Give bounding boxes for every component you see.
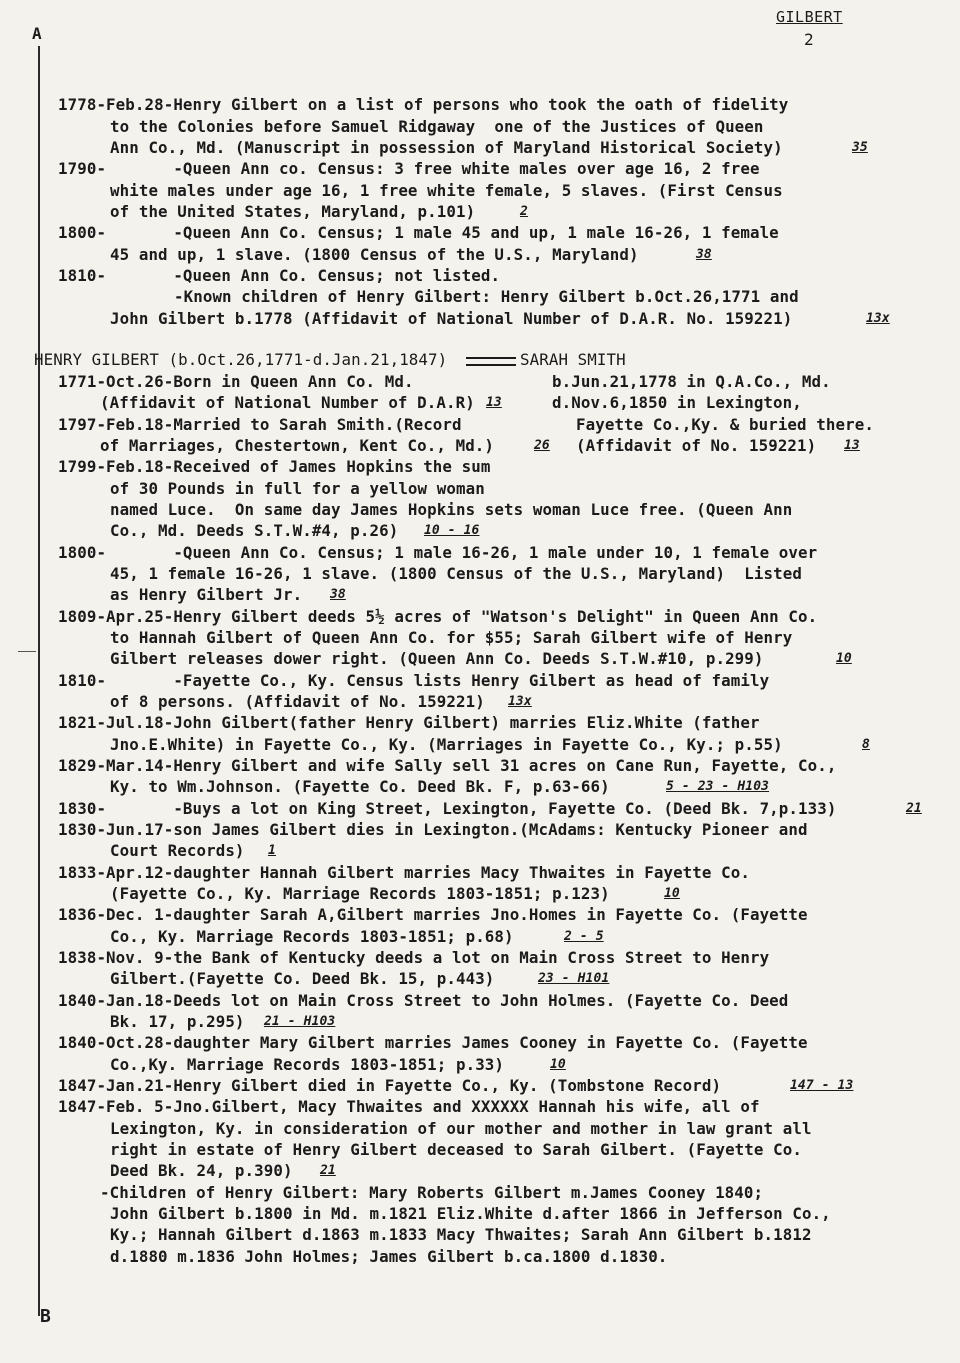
text-line: (Fayette Co., Ky. Marriage Records 1803-1851; p.123) bbox=[110, 884, 610, 903]
footnote-ref: 10 bbox=[550, 1057, 566, 1072]
footnote-ref: 1 bbox=[268, 843, 276, 858]
footnote-ref: 13 bbox=[844, 438, 860, 453]
text-line: John Gilbert b.1800 in Md. m.1821 Eliz.White d.after 1866 in Jefferson Co., bbox=[110, 1204, 831, 1223]
text-line: 1830- -Buys a lot on King Street, Lexington, Fayette Co. (Deed Bk. 7,p.133) bbox=[58, 799, 837, 818]
text-line: 1797-Feb.18-Married to Sarah Smith.(Record bbox=[58, 415, 462, 434]
footnote-ref: 21 - H103 bbox=[264, 1014, 336, 1029]
text-line: 1810- -Fayette Co., Ky. Census lists Henry Gilbert as head of family bbox=[58, 671, 770, 690]
footnote-ref: 13 bbox=[486, 395, 502, 410]
text-line: 45 and up, 1 slave. (1800 Census of the U.S., Maryland) bbox=[110, 245, 639, 264]
footnote-ref: 13x bbox=[866, 311, 890, 326]
text-line: right in estate of Henry Gilbert deceased to Sarah Gilbert. (Fayette Co. bbox=[110, 1140, 802, 1159]
text-line: 1840-Jan.18-Deeds lot on Main Cross Street to John Holmes. (Fayette Co. Deed bbox=[58, 991, 789, 1010]
footnote-ref: 147 - 13 bbox=[790, 1078, 854, 1093]
spouse-detail: d.Nov.6,1850 in Lexington, bbox=[552, 393, 802, 412]
text-line: (Affidavit of National Number of D.A.R) bbox=[100, 393, 475, 412]
text-line: 1800- -Queen Ann Co. Census; 1 male 45 and up, 1 male 16-26, 1 female bbox=[58, 223, 779, 242]
footnote-ref: 13x bbox=[508, 694, 532, 709]
footnote-ref: 10 bbox=[836, 651, 852, 666]
page-number: 2 bbox=[804, 30, 814, 49]
text-line: d.1880 m.1836 John Holmes; James Gilbert b.ca.1800 d.1830. bbox=[110, 1247, 668, 1266]
text-line: 1840-Oct.28-daughter Mary Gilbert marries James Cooney in Fayette Co. (Fayette bbox=[58, 1033, 808, 1052]
margin-letter-top: A bbox=[32, 24, 42, 43]
footnote-ref: 2 bbox=[520, 204, 528, 219]
text-line: -Children of Henry Gilbert: Mary Roberts Gilbert m.James Cooney 1840; bbox=[100, 1183, 764, 1202]
footnote-ref: 38 bbox=[696, 247, 712, 262]
text-line: Co.,Ky. Marriage Records 1803-1851; p.33) bbox=[110, 1055, 505, 1074]
spouse-heading: SARAH SMITH bbox=[520, 350, 626, 369]
marriage-rule bbox=[466, 357, 516, 366]
text-line: to Hannah Gilbert of Queen Ann Co. for $55; Sarah Gilbert wife of Henry bbox=[110, 628, 793, 647]
footnote-ref: 26 bbox=[534, 438, 550, 453]
text-line: as Henry Gilbert Jr. bbox=[110, 585, 303, 604]
text-line: of 8 persons. (Affidavit of No. 159221) bbox=[110, 692, 485, 711]
footnote-ref: 10 - 16 bbox=[424, 523, 480, 538]
footnote-ref: 38 bbox=[330, 587, 346, 602]
text-line: of Marriages, Chestertown, Kent Co., Md.) bbox=[100, 436, 495, 455]
text-line: white males under age 16, 1 free white female, 5 slaves. (First Census bbox=[110, 181, 783, 200]
footnote-ref: 35 bbox=[852, 140, 868, 155]
page-title: GILBERT bbox=[776, 8, 843, 26]
text-line: 1810- -Queen Ann Co. Census; not listed. bbox=[58, 266, 501, 285]
text-line: Deed Bk. 24, p.390) bbox=[110, 1161, 293, 1180]
text-line: Jno.E.White) in Fayette Co., Ky. (Marriages in Fayette Co., Ky.; p.55) bbox=[110, 735, 783, 754]
text-line: Gilbert releases dower right. (Queen Ann Co. Deeds S.T.W.#10, p.299) bbox=[110, 649, 764, 668]
text-line: 1790- -Queen Ann co. Census: 3 free white males over age 16, 2 free bbox=[58, 159, 760, 178]
footnote-ref: 10 bbox=[664, 886, 680, 901]
text-line: 1833-Apr.12-daughter Hannah Gilbert marries Macy Thwaites in Fayette Co. bbox=[58, 863, 750, 882]
text-line: Bk. 17, p.295) bbox=[110, 1012, 245, 1031]
margin-letter-bottom: B bbox=[40, 1306, 51, 1327]
text-line: to the Colonies before Samuel Ridgaway one of the Justices of Queen bbox=[110, 117, 764, 136]
text-line: Ann Co., Md. (Manuscript in possession of Maryland Historical Society) bbox=[110, 138, 783, 157]
margin-tick bbox=[18, 651, 36, 652]
text-line: 1836-Dec. 1-daughter Sarah A,Gilbert marries Jno.Homes in Fayette Co. (Fayette bbox=[58, 905, 808, 924]
text-line: named Luce. On same day James Hopkins sets woman Luce free. (Queen Ann bbox=[110, 500, 793, 519]
text-line: John Gilbert b.1778 (Affidavit of National Number of D.A.R. No. 159221) bbox=[110, 309, 793, 328]
text-line: 1799-Feb.18-Received of James Hopkins the sum bbox=[58, 457, 491, 476]
text-line: Ky. to Wm.Johnson. (Fayette Co. Deed Bk. F, p.63-66) bbox=[110, 777, 610, 796]
spouse-detail: Fayette Co.,Ky. & buried there. bbox=[576, 415, 874, 434]
text-line: 1771-Oct.26-Born in Queen Ann Co. Md. bbox=[58, 372, 414, 391]
text-line: 1800- -Queen Ann Co. Census; 1 male 16-26, 1 male under 10, 1 female over bbox=[58, 543, 818, 562]
footnote-ref: 8 bbox=[862, 737, 870, 752]
text-line: 1830-Jun.17-son James Gilbert dies in Lexington.(McAdams: Kentucky Pioneer and bbox=[58, 820, 808, 839]
text-line: Co., Ky. Marriage Records 1803-1851; p.68) bbox=[110, 927, 514, 946]
footnote-ref: 23 - H101 bbox=[538, 971, 610, 986]
text-line: of 30 Pounds in full for a yellow woman bbox=[110, 479, 485, 498]
footnote-ref: 2 - 5 bbox=[564, 929, 604, 944]
spouse-detail: (Affidavit of No. 159221) bbox=[576, 436, 817, 455]
text-line: 1809-Apr.25-Henry Gilbert deeds 5½ acres of "Watson's Delight" in Queen Ann Co. bbox=[58, 607, 818, 626]
footnote-ref: 21 bbox=[906, 801, 922, 816]
text-line: 1838-Nov. 9-the Bank of Kentucky deeds a lot on Main Cross Street to Henry bbox=[58, 948, 770, 967]
text-line: Gilbert.(Fayette Co. Deed Bk. 15, p.443) bbox=[110, 969, 495, 988]
text-line: 1847-Jan.21-Henry Gilbert died in Fayette Co., Ky. (Tombstone Record) bbox=[58, 1076, 722, 1095]
spouse-detail: b.Jun.21,1778 in Q.A.Co., Md. bbox=[552, 372, 831, 391]
text-line: 1847-Feb. 5-Jno.Gilbert, Macy Thwaites and XXXXXX Hannah his wife, all of bbox=[58, 1097, 760, 1116]
text-line: -Known children of Henry Gilbert: Henry Gilbert b.Oct.26,1771 and bbox=[174, 287, 799, 306]
margin-rule bbox=[38, 46, 40, 1316]
person-heading: HENRY GILBERT (b.Oct.26,1771-d.Jan.21,1847) bbox=[34, 350, 448, 369]
text-line: Co., Md. Deeds S.T.W.#4, p.26) bbox=[110, 521, 399, 540]
text-line: 1829-Mar.14-Henry Gilbert and wife Sally sell 31 acres on Cane Run, Fayette, Co., bbox=[58, 756, 837, 775]
text-line: Ky.; Hannah Gilbert d.1863 m.1833 Macy Thwaites; Sarah Ann Gilbert b.1812 bbox=[110, 1225, 812, 1244]
text-line: 1778-Feb.28-Henry Gilbert on a list of persons who took the oath of fidelity bbox=[58, 95, 789, 114]
text-line: 45, 1 female 16-26, 1 slave. (1800 Census of the U.S., Maryland) Listed bbox=[110, 564, 802, 583]
footnote-ref: 21 bbox=[320, 1163, 336, 1178]
text-line: Court Records) bbox=[110, 841, 245, 860]
text-line: 1821-Jul.18-John Gilbert(father Henry Gilbert) marries Eliz.White (father bbox=[58, 713, 760, 732]
text-line: Lexington, Ky. in consideration of our mother and mother in law grant all bbox=[110, 1119, 812, 1138]
footnote-ref: 5 - 23 - H103 bbox=[666, 779, 770, 794]
text-line: of the United States, Maryland, p.101) bbox=[110, 202, 476, 221]
